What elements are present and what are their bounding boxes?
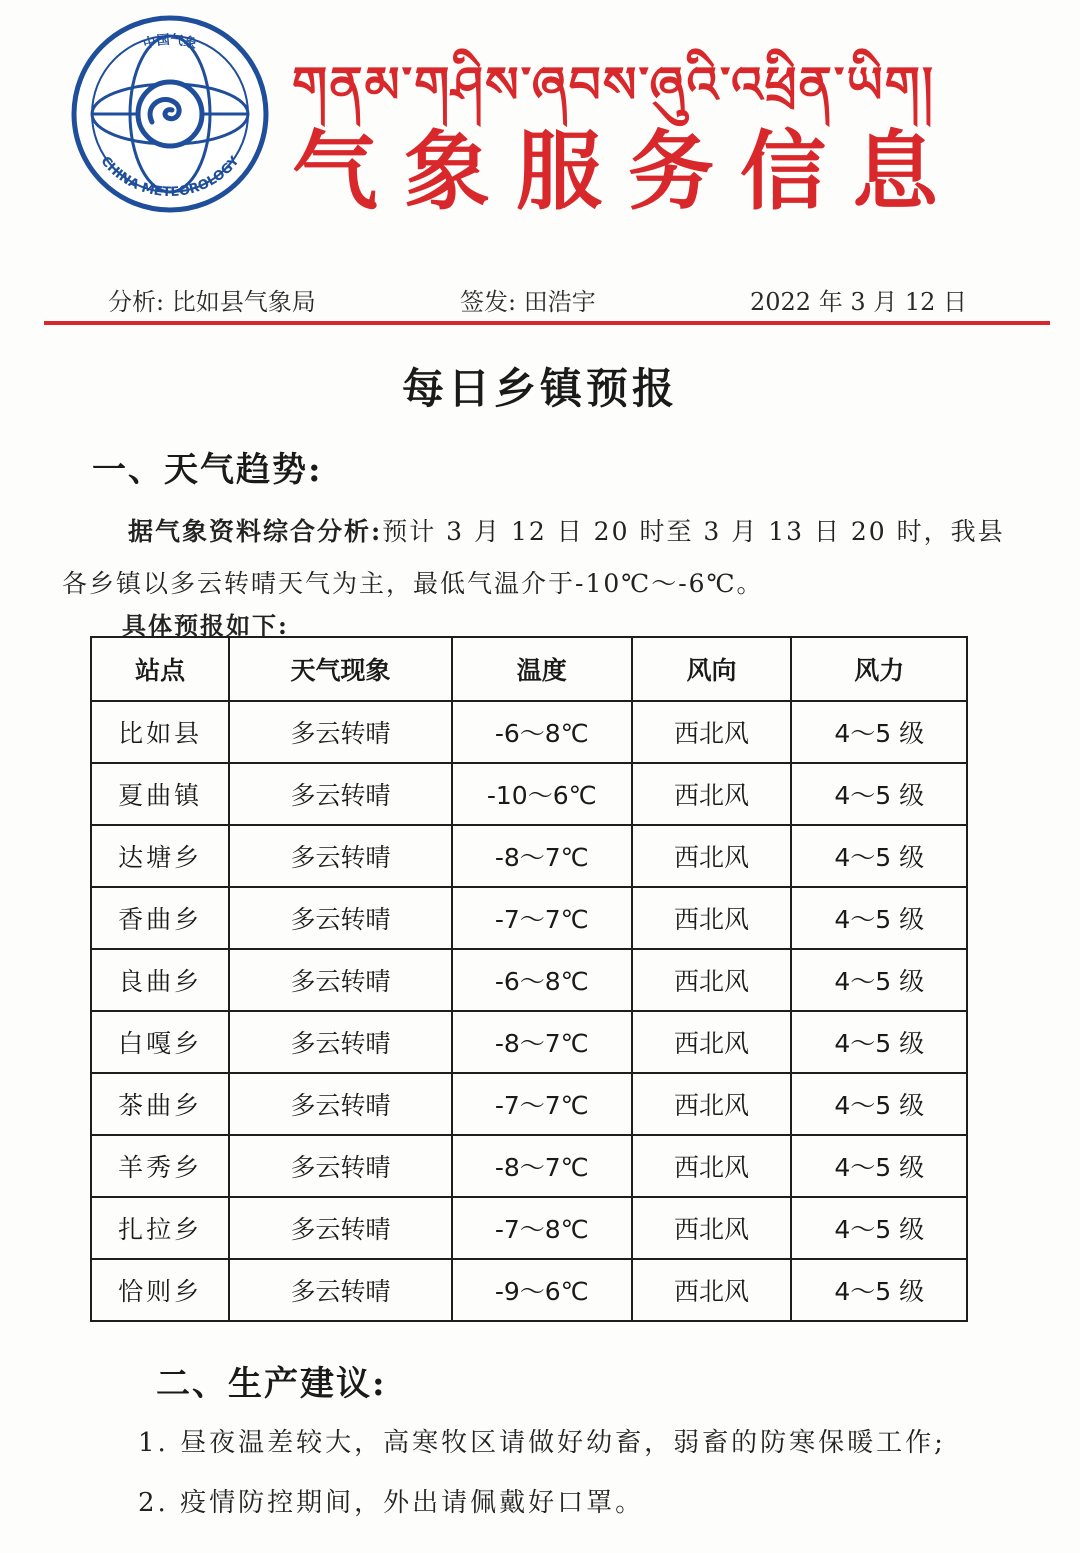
china-meteorology-logo-icon <box>66 14 274 214</box>
cell-weather: 多云转晴 <box>229 1135 452 1197</box>
cell-station: 白嘎乡 <box>91 1011 229 1073</box>
col-header-wind-direction: 风向 <box>632 637 792 701</box>
cell-wind-direction: 西北风 <box>632 1011 792 1073</box>
cell-station: 恰则乡 <box>91 1259 229 1321</box>
trend-text-line2: 各乡镇以多云转晴天气为主，最低气温介于-10℃～-6℃。 <box>62 569 764 598</box>
cell-wind-force: 4～5 级 <box>791 763 967 825</box>
table-intro: 具体预报如下: <box>122 611 289 640</box>
advice-item: 1. 昼夜温差较大，高寒牧区请做好幼畜，弱畜的防寒保暖工作; <box>138 1428 946 1458</box>
analysis-unit: 分析: 比如县气象局 <box>108 288 316 316</box>
logo-text-bottom: CHINA METEOROLOGY <box>97 153 243 201</box>
header-title: 气象服务信息 <box>292 121 964 222</box>
table-row <box>91 1073 967 1135</box>
cell-station: 良曲乡 <box>91 949 229 1011</box>
col-header-temperature: 温度 <box>452 637 632 701</box>
cell-weather: 多云转晴 <box>229 763 452 825</box>
table-row <box>91 1135 967 1197</box>
cell-temperature: -7～8℃ <box>452 1197 632 1259</box>
cell-station: 茶曲乡 <box>91 1073 229 1135</box>
issue-date: 2022 年 3 月 12 日 <box>750 288 968 316</box>
trend-text-line1: 预计 3 月 12 日 20 时至 3 月 13 日 20 时，我县 <box>382 517 1005 546</box>
col-header-station: 站点 <box>91 637 229 701</box>
cell-wind-force: 4～5 级 <box>791 1011 967 1073</box>
header-divider <box>44 321 1050 325</box>
section-heading-production-advice: 二、生产建议: <box>156 1364 387 1404</box>
trend-paragraph-line1 <box>128 512 1005 548</box>
table-row <box>91 1011 967 1073</box>
logo-text-top: 中国气象 <box>141 32 199 53</box>
table-row <box>91 701 967 763</box>
cell-wind-direction: 西北风 <box>632 949 792 1011</box>
cell-weather: 多云转晴 <box>229 1259 452 1321</box>
cell-weather: 多云转晴 <box>229 1011 452 1073</box>
cell-weather: 多云转晴 <box>229 887 452 949</box>
table-row <box>91 1197 967 1259</box>
issuer: 签发: 田浩宇 <box>460 288 596 316</box>
cell-wind-direction: 西北风 <box>632 825 792 887</box>
table-row <box>91 949 967 1011</box>
cell-station: 香曲乡 <box>91 887 229 949</box>
cell-temperature: -8～7℃ <box>452 825 632 887</box>
cell-wind-direction: 西北风 <box>632 1197 792 1259</box>
col-header-wind-force: 风力 <box>791 637 967 701</box>
cell-wind-force: 4～5 级 <box>791 701 967 763</box>
section-heading-weather-trend: 一、天气趋势: <box>92 450 323 490</box>
cell-wind-force: 4～5 级 <box>791 949 967 1011</box>
document-title: 每日乡镇预报 <box>401 364 678 413</box>
cell-temperature: -6～8℃ <box>452 701 632 763</box>
cell-weather: 多云转晴 <box>229 1197 452 1259</box>
trend-lead: 据气象资料综合分析: <box>128 517 383 546</box>
cell-station: 比如县 <box>91 701 229 763</box>
cell-wind-force: 4～5 级 <box>791 1135 967 1197</box>
cell-weather: 多云转晴 <box>229 949 452 1011</box>
cell-wind-force: 4～5 级 <box>791 1259 967 1321</box>
cell-station: 夏曲镇 <box>91 763 229 825</box>
cell-temperature: -8～7℃ <box>452 1135 632 1197</box>
cell-temperature: -7～7℃ <box>452 1073 632 1135</box>
cell-wind-direction: 西北风 <box>632 701 792 763</box>
cell-temperature: -9～6℃ <box>452 1259 632 1321</box>
cell-wind-direction: 西北风 <box>632 1073 792 1135</box>
cell-wind-direction: 西北风 <box>632 1259 792 1321</box>
cell-temperature: -7～7℃ <box>452 887 632 949</box>
cell-station: 羊秀乡 <box>91 1135 229 1197</box>
cell-temperature: -6～8℃ <box>452 949 632 1011</box>
cell-station: 扎拉乡 <box>91 1197 229 1259</box>
cell-wind-direction: 西北风 <box>632 1135 792 1197</box>
cell-weather: 多云转晴 <box>229 701 452 763</box>
cell-wind-force: 4～5 级 <box>791 1197 967 1259</box>
table-header-row <box>91 637 967 701</box>
cell-temperature: -10～6℃ <box>452 763 632 825</box>
cell-wind-direction: 西北风 <box>632 763 792 825</box>
tibetan-title: གནམ་གཤིས་ཞབས་ཞུའི་འཕྲིན་ཡིག། <box>292 56 935 114</box>
cell-wind-direction: 西北风 <box>632 887 792 949</box>
table-row <box>91 763 967 825</box>
advice-item: 2. 疫情防控期间，外出请佩戴好口罩。 <box>138 1488 645 1518</box>
table-row <box>91 825 967 887</box>
cell-wind-force: 4～5 级 <box>791 825 967 887</box>
forecast-table <box>90 636 968 1322</box>
table-row <box>91 887 967 949</box>
cell-weather: 多云转晴 <box>229 825 452 887</box>
cell-temperature: -8～7℃ <box>452 1011 632 1073</box>
cell-wind-force: 4～5 级 <box>791 1073 967 1135</box>
cell-station: 达塘乡 <box>91 825 229 887</box>
cell-wind-force: 4～5 级 <box>791 887 967 949</box>
col-header-weather: 天气现象 <box>229 637 452 701</box>
cell-weather: 多云转晴 <box>229 1073 452 1135</box>
table-row <box>91 1259 967 1321</box>
